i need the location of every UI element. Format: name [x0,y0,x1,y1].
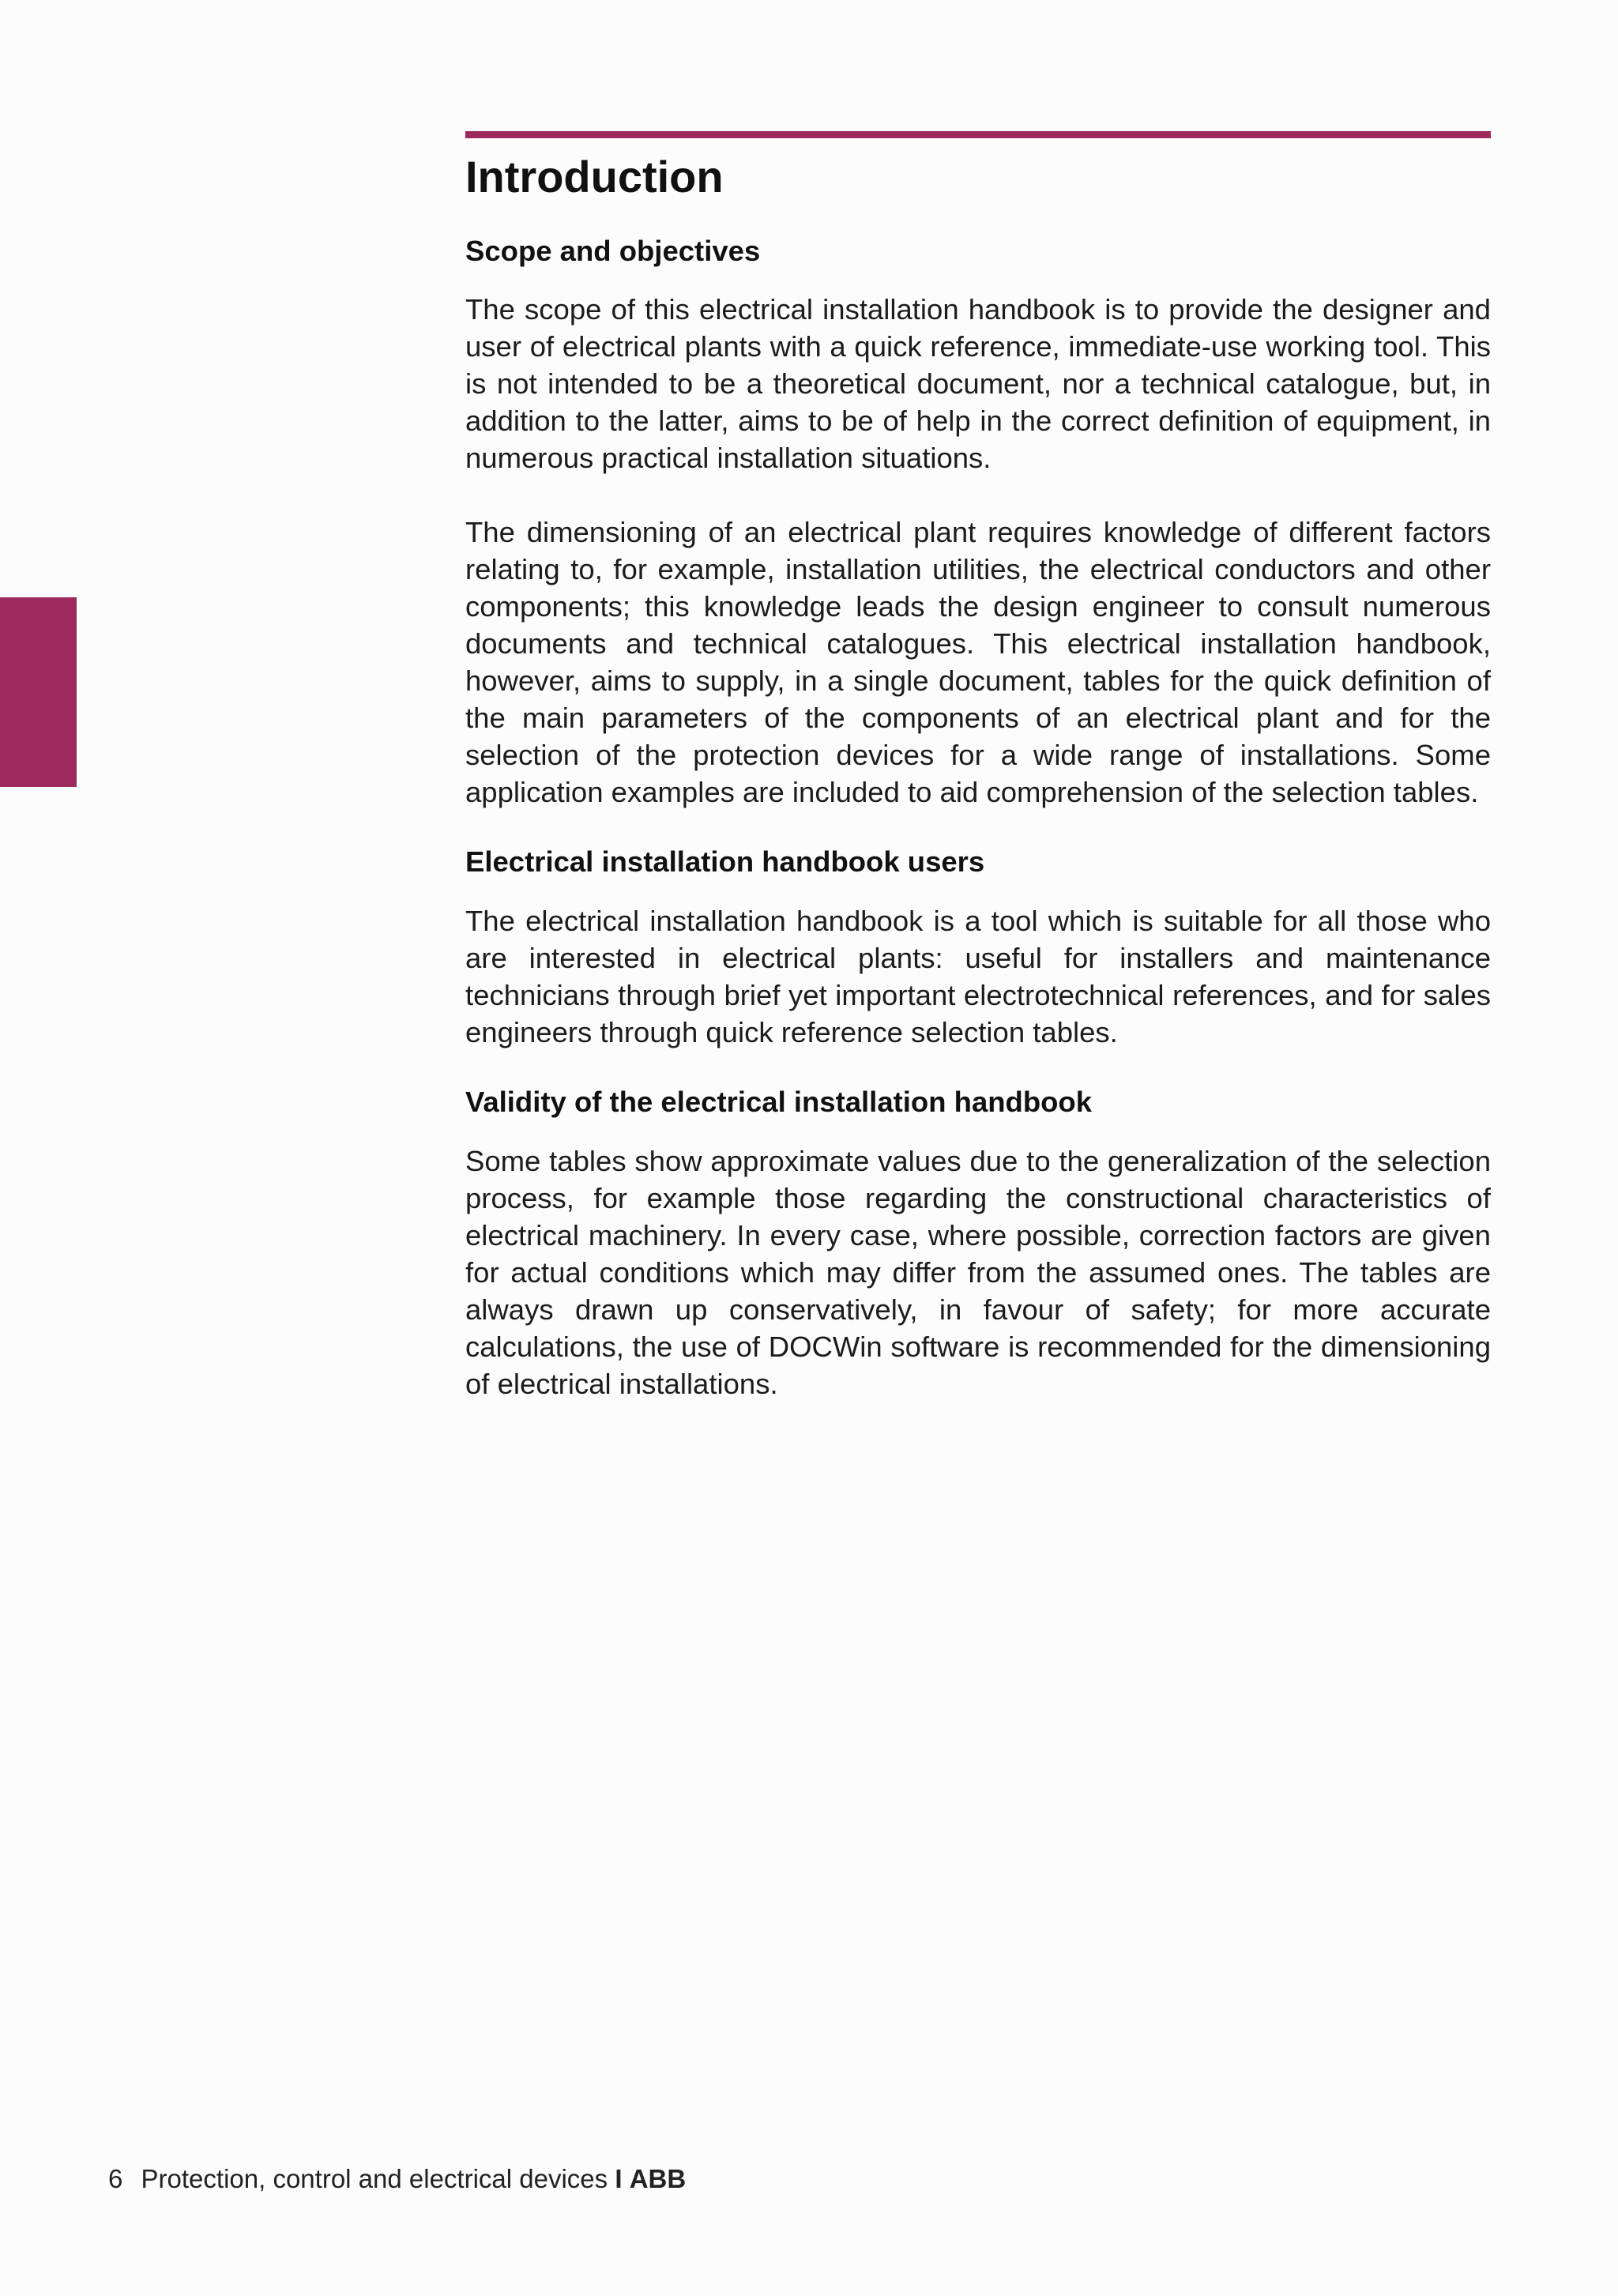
page-footer [108,2163,686,2195]
footer-separator: I [615,2164,623,2193]
paragraph-validity: Some tables show approximate values due to the generalization of the selection process, for example those regarding the constructional characteristics of electrical machinery. In every case, where possible, correction factors are given for actual conditions which may differ from the assumed ones. The tables are always drawn up conservatively, in favour of safety; for more accurate calculations, the use of DOCWin software is recommended for the dimensioning of electrical installations. [465,1145,1491,1400]
page-content [465,131,1491,1402]
paragraph-users: The electrical installation handbook is a tool which is suitable for all those who are interested in electrical plants: useful for installers and maintenance technicians through brief yet important electrotechnical references, and for sales engineers through quick reference selection tables. [465,905,1491,1048]
section-heading-users: Electrical installation handbook users [465,845,985,878]
page-number: 6 [108,2164,123,2193]
paragraph-scope-1: The scope of this electrical installation handbook is to provide the designer and user of electrical plants with a quick reference, immediate-use working tool. This is not intended to be a theoretical document, nor a technical catalogue, but, in addition to the latter, aims to be of help in the correct definition of equipment, in numerous practical installation situations. [465,293,1491,474]
chapter-side-tab [0,597,77,787]
title-rule [465,131,1491,138]
page-title: Introduction [465,152,724,201]
footer-document-title: Protection, control and electrical devices [141,2164,608,2193]
section-heading-scope: Scope and objectives [465,235,761,267]
footer-brand: ABB [629,2164,687,2193]
paragraph-scope-2: The dimensioning of an electrical plant requires knowledge of different factors relating to, for example, installation utilities, the electrical conductors and other components; this knowledge leads the design engineer to consult numerous documents and technical catalogues. This electrical installation handbook, however, aims to supply, in a single document, tables for the quick definition of the main parameters of the components of an electrical plant and for the selection of the protection devices for a wide range of installations. Some application examples are included to aid comprehension of the selection tables. [465,516,1491,808]
section-heading-validity: Validity of the electrical installation handbook [465,1086,1093,1118]
